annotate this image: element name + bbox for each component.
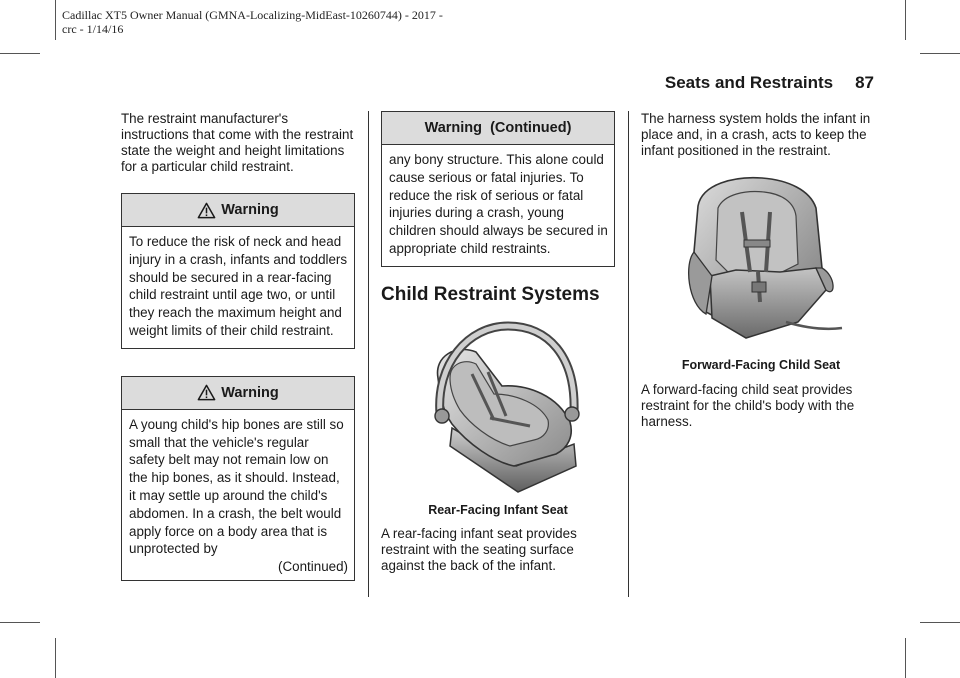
infant-seat-drawing [398, 316, 598, 494]
running-head [665, 73, 874, 93]
column-divider [368, 111, 369, 597]
warning-header [122, 377, 354, 410]
warning-text: To reduce the risk of neck and head injury in a crash, infants and toddlers should be secured in a rear-facing child restraint until age two, or until they reach the maximum height and weight limits of their child restraint. [129, 234, 348, 338]
child-seat-drawing [676, 172, 846, 344]
warning-header [122, 194, 354, 227]
section-name: Seats and Restraints [664, 73, 834, 92]
continued-label: (Continued) [278, 559, 348, 575]
warning-title: Warning [221, 202, 279, 218]
child-seat-paragraph: A forward-facing child seat provides restraint for the child's body with the harness. [641, 382, 855, 429]
harness-paragraph: The harness system holds the infant in place and, in a crash, acts to keep the infant positioned in the restraint. [641, 111, 871, 158]
section-title: Child Restraint Systems [381, 283, 600, 305]
crop-mark [905, 638, 906, 678]
crop-mark [920, 622, 960, 623]
warning-box [121, 376, 355, 581]
warning-title: Warning [221, 384, 279, 401]
crop-mark [0, 622, 40, 623]
intro-paragraph: The restraint manufacturer's instructions that come with the restraint state the weight and height limitations for a particular child restraint. [121, 111, 354, 174]
warning-box [121, 193, 355, 349]
crop-mark [920, 53, 960, 54]
column-1 [121, 111, 355, 581]
crop-mark [55, 638, 56, 678]
warning-body [122, 410, 354, 580]
rear-facing-infant-seat-illustration [398, 316, 598, 494]
forward-facing-child-seat-illustration [676, 172, 846, 344]
column-2 [381, 111, 615, 574]
warning-title: Warning (Continued) [424, 120, 572, 136]
warning-header [382, 112, 614, 145]
warning-box [381, 111, 615, 267]
meta-line: Cadillac XT5 Owner Manual (GMNA-Localizing-MidEast-10260744) - 2017 - [62, 8, 443, 22]
meta-line: crc - 1/14/16 [62, 22, 124, 36]
warning-triangle-icon [197, 384, 216, 401]
figure-caption: Rear-Facing Infant Seat [428, 502, 568, 517]
warning-text: A young child's hip bones are still so small that the vehicle's regular safety belt may not remain low on the hip bones, as it should. Instead, it may settle up around the child's abdomen. In a crash, the belt would apply force on a body area that is unprotected by [129, 416, 344, 557]
page-number: 87 [855, 73, 874, 92]
document-meta [62, 8, 443, 36]
warning-text: any bony structure. This alone could cause serious or fatal injuries. To reduce the risk of serious or fatal injuries during a crash, young children should always be secured in appropriate child restraints. [389, 152, 608, 256]
crop-mark [55, 0, 56, 40]
warning-triangle-icon [197, 202, 216, 219]
crop-mark [0, 53, 40, 54]
infant-seat-paragraph: A rear-facing infant seat provides restraint with the seating surface against the back of the infant. [381, 525, 577, 573]
figure-caption: Forward-Facing Child Seat [681, 358, 841, 372]
column-divider [628, 111, 629, 597]
column-3 [641, 111, 881, 430]
crop-mark [905, 0, 906, 40]
